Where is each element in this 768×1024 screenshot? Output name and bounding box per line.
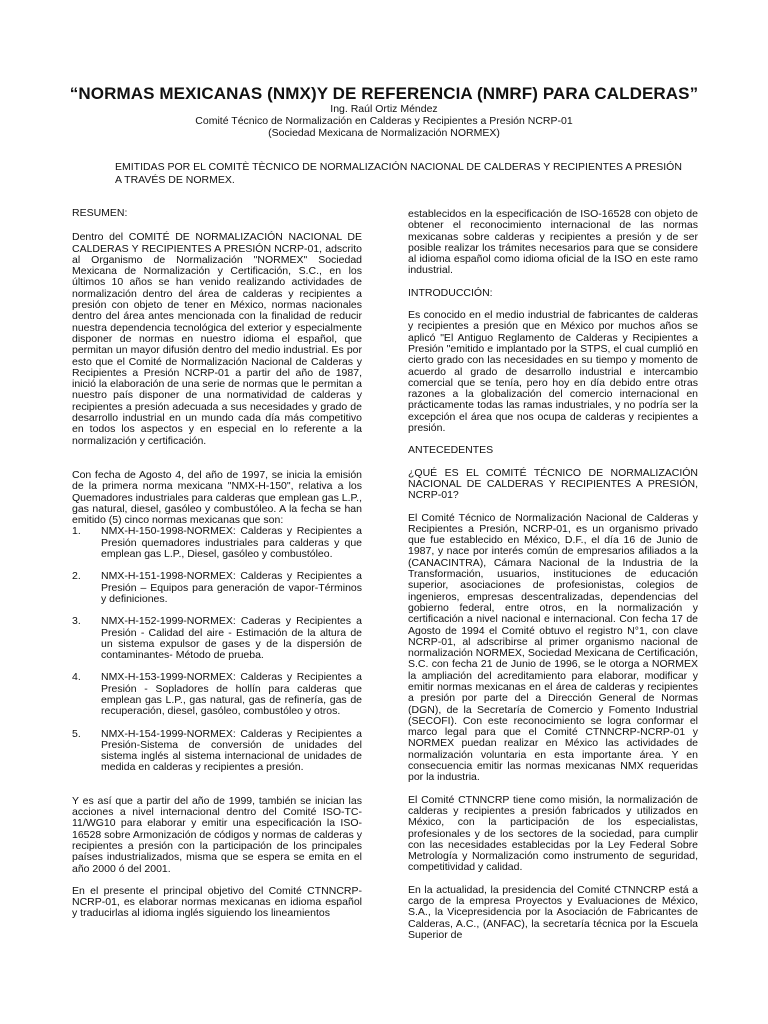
norm-number: 3. — [72, 615, 81, 628]
norm-number: 4. — [72, 671, 81, 684]
presidencia-paragraph: En la actualidad, la presidencia del Comité CTNNCRP está a cargo de la empresa Proyectos y Evaluaciones de México, S.A., la Vicepresidencia por la Asociación de Fabricantes de Calderas, A.C., (ANFAC), la secretaría técnica por la Escuela Superior de — [408, 883, 698, 941]
norm-text: NMX-H-152-1999-NORMEX: Caderas y Recipientes a Presión - Calidad del aire - Estimación de la altura de un sistema expulsor de gases y de la dispersión de contaminantes- Método de prueba. — [101, 615, 362, 662]
norm-list-item — [72, 729, 362, 774]
committee-name: Comité Técnico de Normalización en Calderas y Recipientes a Presión NCRP-01 — [195, 115, 573, 127]
iso-paragraph: Y es así que a partir del año de 1999, también se inician las acciones a nivel internacional dentro del Comité ISO-TC-11/WG10 para elaborar y emitir una especificación la ISO-16528 sobre Armonización de códigos y normas de calderas y recipientes a presión con la participación de los principales países industrializados, misma que se espera se emita en el año 2000 ó del 2001. — [72, 794, 362, 875]
norm-number: 1. — [72, 525, 81, 538]
right-column — [408, 209, 698, 941]
norm-number: 2. — [72, 570, 81, 583]
norm-list-item — [72, 526, 362, 560]
norm-list-item — [72, 672, 362, 717]
antecedentes-heading: ANTECEDENTES — [408, 444, 494, 457]
norm-list-item — [72, 571, 362, 605]
committee-question: ¿QUÉ ES EL COMITÉ TÉCNICO DE NORMALIZACIÓN NACIONAL DE CALDERAS Y RECIPIENTES A PRESIÓN, NCRP-01? — [408, 466, 698, 502]
objetivo-paragraph: En el presente el principal objetivo del Comité CTNNCRP-NCRP-01, es elaborar normas mexicanas en idioma español y traducirlas al idioma inglés siguiendo los lineamientos — [72, 884, 362, 920]
issued-by-statement: EMITIDAS POR EL COMITÈ TÈCNICO DE NORMALIZACIÓN NACIONAL DE CALDERAS Y RECIPIENTES A PRESIÓN A TRAVÉS DE NORMEX. — [115, 161, 682, 186]
norm-list-item — [72, 616, 362, 661]
continuation-paragraph: establecidos en la especificación de ISO-16528 con objeto de obtener el reconocimiento internacional de las normas mexicanas sobre calderas y recipientes a presión y de ser posible realizar los trámites necesarios para que se considere al idioma español como idioma oficial de la ISO en este ramo industrial. — [408, 208, 698, 277]
society-name: (Sociedad Mexicana de Normalización NORMEX) — [268, 127, 500, 139]
committee-paragraph: El Comité Técnico de Normalización Nacional de Calderas y Recipientes a Presión, NCRP-01, es un organismo privado que fue establecido en México, D.F., el día 16 de Junio de 1987, y nace por interés común de empresarios afiliados a la (CANACINTRA), Cámara Nacional de la Industria de la Transformación, usuarios, instituciones de educación superior, asociaciones de profesionistas, colegios de ingenieros, empresas descentralizadas, dependencias del gobierno federal, entre otros, en la normalización y certificación a nivel nacional e internacional. Con fecha 17 de Agosto de 1994 el Comité obtuvo el registro N°1, con clave NCRP-01, al adscribirse al primer organismo nacional de normalización NORMEX, Sociedad Mexicana de Certificación, S.C. con fecha 21 de Junio de 1996, se le otorga a NORMEX la ampliación del acreditamiento para elaborar, modificar y emitir normas mexicanas en el área de calderas y recipientes a presión por parte del a Dirección General de Normas (DGN), de la Secretaría de Comercio y Fomento Industrial (SECOFI). Con este reconocimiento se logra conformar el marco legal para que el Comité CTNNCRP-NCRP-01 y NORMEX puedan realizar en México las actividades de normalización voluntaria en esta importante área. Y en consecuencia emitir las normas mexicanas NMX requeridas por la industria. — [408, 511, 698, 784]
left-column — [72, 208, 362, 920]
norm-text: NMX-H-151-1998-NORMEX: Calderas y Recipientes a Presión – Equipos para generación de vapor-Términos y definiciones. — [101, 570, 362, 605]
fecha-paragraph: Con fecha de Agosto 4, del año de 1997, se inicia la emisión de la primera norma mexicana "NMX-H-150", relativa a los Quemadores industriales para calderas que emplean gas L.P., gas natural, diesel, gasóleo y combustóleo. A la fecha se han emitido (5) cinco normas mexicanas que son: — [72, 468, 362, 527]
resumen-paragraph: Dentro del COMITÉ DE NORMALIZACIÓN NACIONAL DE CALDERAS Y RECIPIENTES A PRESIÓN NCRP-01, adscrito al Organismo de Normalización "NORMEX" Sociedad Mexicana de Normalización y Certificación, S.C., en los últimos 10 años se han venido realizando actividades de normalización dentro del área de calderas y recipientes a presión con objeto de tener en México, normas nacionales dentro del área antes mencionada con la finalidad de reducir nuestra dependencia tecnológica del exterior y especialmente disponer de normas en nuestro idioma el español, que permitan un mayor difusión dentro del medio industrial. Es por esto que el Comité de Normalización Nacional de Calderas y Recipientes a Presión NCRP-01 a partir del año de 1987, inició la elaboración de una serie de normas que le permitan a nuestro país disponer de una normatividad de calderas y recipientes a presión adecuada a sus necesidades y grado de desarrollo industrial en un mundo cada día más competitivo en todos los aspectos y en especial en lo referente a la normalización y certificación. — [72, 231, 362, 447]
resumen-heading: RESUMEN: — [72, 207, 128, 219]
mision-paragraph: El Comité CTNNCRP tiene como misión, la normalización de calderas y recipientes a presión fabricados y utilizados en México, con la participación de los especialistas, profesionales y de los sectores de la sociedad, para cumplir con las necesidades establecidas por la Ley Federal Sobre Metrología y Normalización como instrumento de seguridad, competitividad y calidad. — [408, 793, 698, 874]
document-title: “NORMAS MEXICANAS (NMX)Y DE REFERENCIA (NMRF) PARA CALDERAS” — [69, 84, 699, 103]
norm-text: NMX-H-154-1999-NORMEX: Calderas y Recipientes a Presión-Sistema de conversión de unidades del sistema inglés al sistema internacional de unidades de medida en calderas y recipientes a presión. — [101, 727, 362, 774]
introduccion-heading: INTRODUCCIÓN: — [408, 286, 493, 299]
norm-text: NMX-H-150-1998-NORMEX: Calderas y Recipientes a Presión quemadores industriales para calderas y que emplean gas L.P., Diesel, gasóleo y combustóleo. — [101, 525, 362, 561]
norm-number: 5. — [72, 727, 81, 740]
norm-text: NMX-H-153-1999-NORMEX: Calderas y Recipientes a Presión - Sopladores de hollín para calderas que emplean gas L.P., gas natural, gas de refinería, gas de recuperación, diesel, gasóleo, combustóleo y otros. — [101, 671, 362, 718]
author-name: Ing. Raúl Ortiz Méndez — [330, 103, 438, 115]
introduccion-paragraph: Es conocido en el medio industrial de fabricantes de calderas y recipientes a presión que en México por muchos años se aplicó "El Antiguo Reglamento de Calderas y Recipientes a Presión "emitido e implantado por la STPS, el cual cumplió en cierto grado con las necesidades en su tiempo y momento de acuerdo al grado de desarrollo industrial e intercambio comercial que se tenía, pero hoy en día debido entre otras razones a la globalización del comercio internacional en prácticamente todas las ramas industriales, y no podría ser la excepción el área que nos ocupa de calderas y recipientes a presión. — [408, 309, 698, 435]
